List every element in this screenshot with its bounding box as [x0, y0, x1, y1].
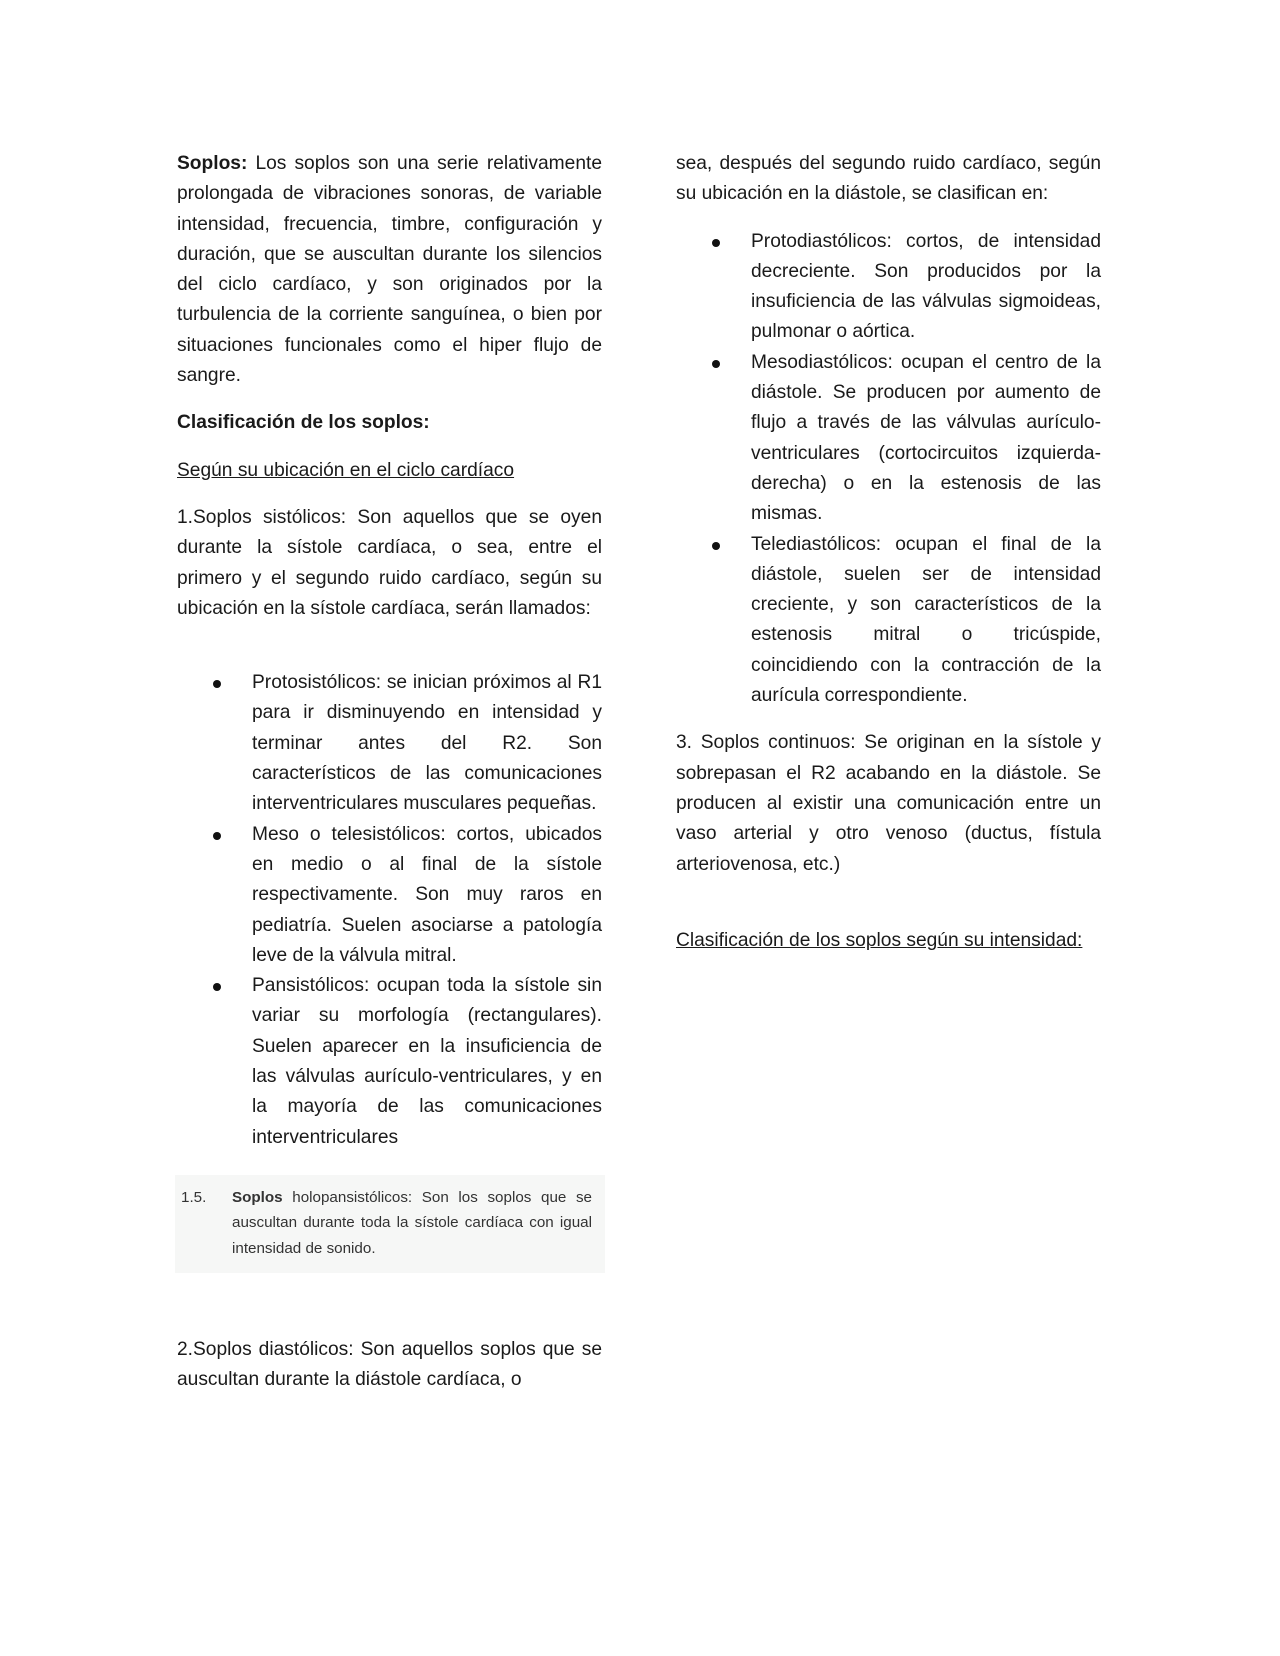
intensity-heading: Clasificación de los soplos según su intensidad:	[676, 929, 1083, 951]
location-heading: Según su ubicación en el ciclo cardíaco	[177, 459, 515, 481]
list-item	[177, 820, 602, 971]
clip-number: 1.5.	[181, 1188, 207, 1206]
list-item	[676, 530, 1101, 712]
diastolic-intro: 2.Soplos diastólicos: Son aquellos soplos que se auscultan durante la diástole cardíaca, o	[177, 1338, 602, 1391]
bullet-icon	[213, 680, 221, 688]
left-column	[177, 149, 602, 1396]
soplos-term: Soplos:	[177, 153, 248, 174]
bullet-icon	[712, 239, 720, 247]
systolic-list	[177, 668, 602, 1153]
clip-body: holopansistólicos: Son los soplos que se auscultan durante toda la sístole cardíaca con igual intensidad de sonido.	[232, 1188, 592, 1257]
diastolic-list	[676, 227, 1101, 712]
clip-bold: Soplos	[232, 1188, 283, 1206]
list-item-text: Meso o telesistólicos: cortos, ubicados en medio o al final de la sístole respectivamente. Son muy raros en pediatría. Suelen asociarse a patología leve de la válvula mitral.	[252, 823, 602, 966]
list-item-text: Pansistólicos: ocupan toda la sístole sin variar su morfología (rectangulares). Suelen aparecer en la insuficiencia de las válvulas aurículo-ventriculares, y en la mayoría de las comunicaciones interventriculares	[252, 975, 602, 1148]
list-item	[676, 348, 1101, 530]
classification-heading	[177, 408, 602, 438]
bullet-icon	[712, 542, 720, 550]
soplos-definition	[177, 149, 602, 391]
soplos-definition-text: Los soplos son una serie relativamente prolongada de vibraciones sonoras, de variable intensidad, frecuencia, timbre, configuración y duración, que se auscultan durante los silencios del ciclo cardíaco, y son originados por la turbulencia de la corriente sanguínea, o bien por situaciones funcionales como el hiper flujo de sangre.	[177, 153, 602, 387]
bullet-icon	[712, 360, 720, 368]
classification-heading-text: Clasificación de los soplos:	[177, 412, 430, 434]
bullet-icon	[213, 983, 221, 991]
list-item-text: Protosistólicos: se inician próximos al R1 para ir disminuyendo en intensidad y terminar antes del R2. Son característicos de las comunicaciones interventriculares musculares pequeñas.	[252, 672, 602, 815]
continuous-murmurs: 3. Soplos continuos: Se originan en la sístole y sobrepasan el R2 acabando en la diástole. Se producen al existir una comunicación entre un vaso arterial y otro venoso (ductus, fístula arteriovenosa, etc.)	[676, 732, 1101, 875]
list-item-text: Protodiastólicos: cortos, de intensidad decreciente. Son producidos por la insuficiencia de las válvulas sigmoideas, pulmonar o aórtica.	[751, 230, 1101, 343]
list-item	[676, 227, 1101, 348]
bullet-icon	[213, 832, 221, 840]
right-column	[676, 149, 1101, 973]
systolic-intro: 1.Soplos sistólicos: Son aquellos que se oyen durante la sístole cardíaca, o sea, entre el primero y el segundo ruido cardíaco, según su ubicación en la sístole cardíaca, serán llamados:	[177, 506, 602, 619]
clip-text	[232, 1185, 592, 1262]
diastolic-continuation: sea, después del segundo ruido cardíaco, según su ubicación en la diástole, se clasifican en:	[676, 153, 1101, 205]
list-item	[177, 971, 602, 1153]
embedded-image-clip	[175, 1175, 605, 1273]
list-item	[177, 668, 602, 819]
list-item-text: Mesodiastólicos: ocupan el centro de la diástole. Se producen por aumento de flujo a través de las válvulas aurículo-ventriculares (cortocircuitos izquierda-derecha) o en la estenosis de las mismas.	[751, 351, 1101, 525]
list-item-text: Telediastólicos: ocupan el final de la diástole, suelen ser de intensidad creciente, y son característicos de la estenosis mitral o tricúspide, coincidiendo con la contracción de la aurícula correspondiente.	[751, 533, 1101, 707]
